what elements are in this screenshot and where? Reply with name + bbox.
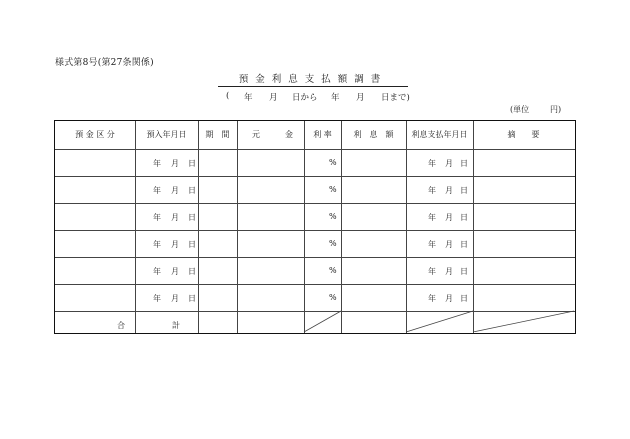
deposit-date-month: 月	[171, 240, 179, 249]
payment-date-day: 日	[460, 213, 468, 222]
deposit-date-year: 年	[153, 267, 161, 276]
payment-date-day: 日	[460, 159, 468, 168]
payment-date-year: 年	[428, 267, 436, 276]
rate-percent: %	[329, 212, 337, 221]
rate-percent: %	[329, 239, 337, 248]
deposit-date-day: 日	[188, 267, 196, 276]
deposit-date-month: 月	[171, 267, 179, 276]
payment-date-year: 年	[428, 213, 436, 222]
header-deposit-type: 預 金 区 分	[75, 130, 115, 139]
deposit-date-year: 年	[153, 159, 161, 168]
header-deposit-date: 預入年月日	[146, 130, 187, 139]
payment-date-year: 年	[428, 294, 436, 303]
rate-percent: %	[329, 293, 337, 302]
payment-date-month: 月	[445, 186, 453, 195]
total-label: 合	[117, 321, 125, 330]
payment-date-month: 月	[445, 267, 453, 276]
payment-date-month: 月	[445, 213, 453, 222]
payment-date-day: 日	[460, 294, 468, 303]
unit-currency: 円)	[550, 105, 562, 114]
payment-date-day: 日	[460, 267, 468, 276]
payment-date-month: 月	[445, 159, 453, 168]
diagonal-strike	[406, 311, 473, 332]
document-title: 預金利息支払額調書	[218, 71, 408, 87]
deposit-date-day: 日	[188, 159, 196, 168]
form-label: 様式第8号(第27条関係)	[55, 58, 154, 68]
deposit-date-day: 日	[188, 294, 196, 303]
payment-date-year: 年	[428, 186, 436, 195]
deposit-date-year: 年	[153, 186, 161, 195]
rate-percent: %	[329, 266, 337, 275]
diagonal-strike	[304, 311, 341, 332]
deposit-date-month: 月	[171, 213, 179, 222]
payment-date-year: 年	[428, 240, 436, 249]
interest-table	[54, 120, 576, 334]
deposit-date-year: 年	[153, 240, 161, 249]
period-year-start: 年	[244, 93, 253, 103]
header-payment-date: 利息支払年月日	[411, 130, 468, 139]
unit-label: (単位	[510, 105, 530, 114]
period-month-start: 月	[269, 93, 278, 103]
period-month-end: 月	[356, 93, 365, 103]
period-year-end: 年	[331, 93, 340, 103]
total-row-diagonals	[55, 121, 574, 332]
payment-date-year: 年	[428, 159, 436, 168]
header-principal: 金	[285, 130, 293, 139]
header-principal: 元	[252, 130, 260, 139]
deposit-date-year: 年	[153, 213, 161, 222]
payment-date-month: 月	[445, 294, 453, 303]
total-label: 計	[172, 321, 180, 330]
deposit-date-month: 月	[171, 294, 179, 303]
rate-percent: %	[329, 185, 337, 194]
header-interest: 利 息 額	[353, 130, 394, 139]
deposit-date-month: 月	[171, 186, 179, 195]
header-remarks: 摘 要	[507, 130, 540, 139]
header-term: 期 間	[205, 130, 230, 139]
deposit-date-day: 日	[188, 213, 196, 222]
rate-percent: %	[329, 158, 337, 167]
period-day-end: 日まで)	[381, 93, 410, 103]
deposit-date-day: 日	[188, 186, 196, 195]
period-open: (	[226, 91, 230, 101]
period-day-start: 日から	[292, 93, 318, 103]
deposit-date-year: 年	[153, 294, 161, 303]
deposit-date-day: 日	[188, 240, 196, 249]
diagonal-strike	[473, 311, 574, 332]
payment-date-day: 日	[460, 186, 468, 195]
header-rate: 利 率	[313, 130, 332, 139]
payment-date-month: 月	[445, 240, 453, 249]
payment-date-day: 日	[460, 240, 468, 249]
deposit-date-month: 月	[171, 159, 179, 168]
